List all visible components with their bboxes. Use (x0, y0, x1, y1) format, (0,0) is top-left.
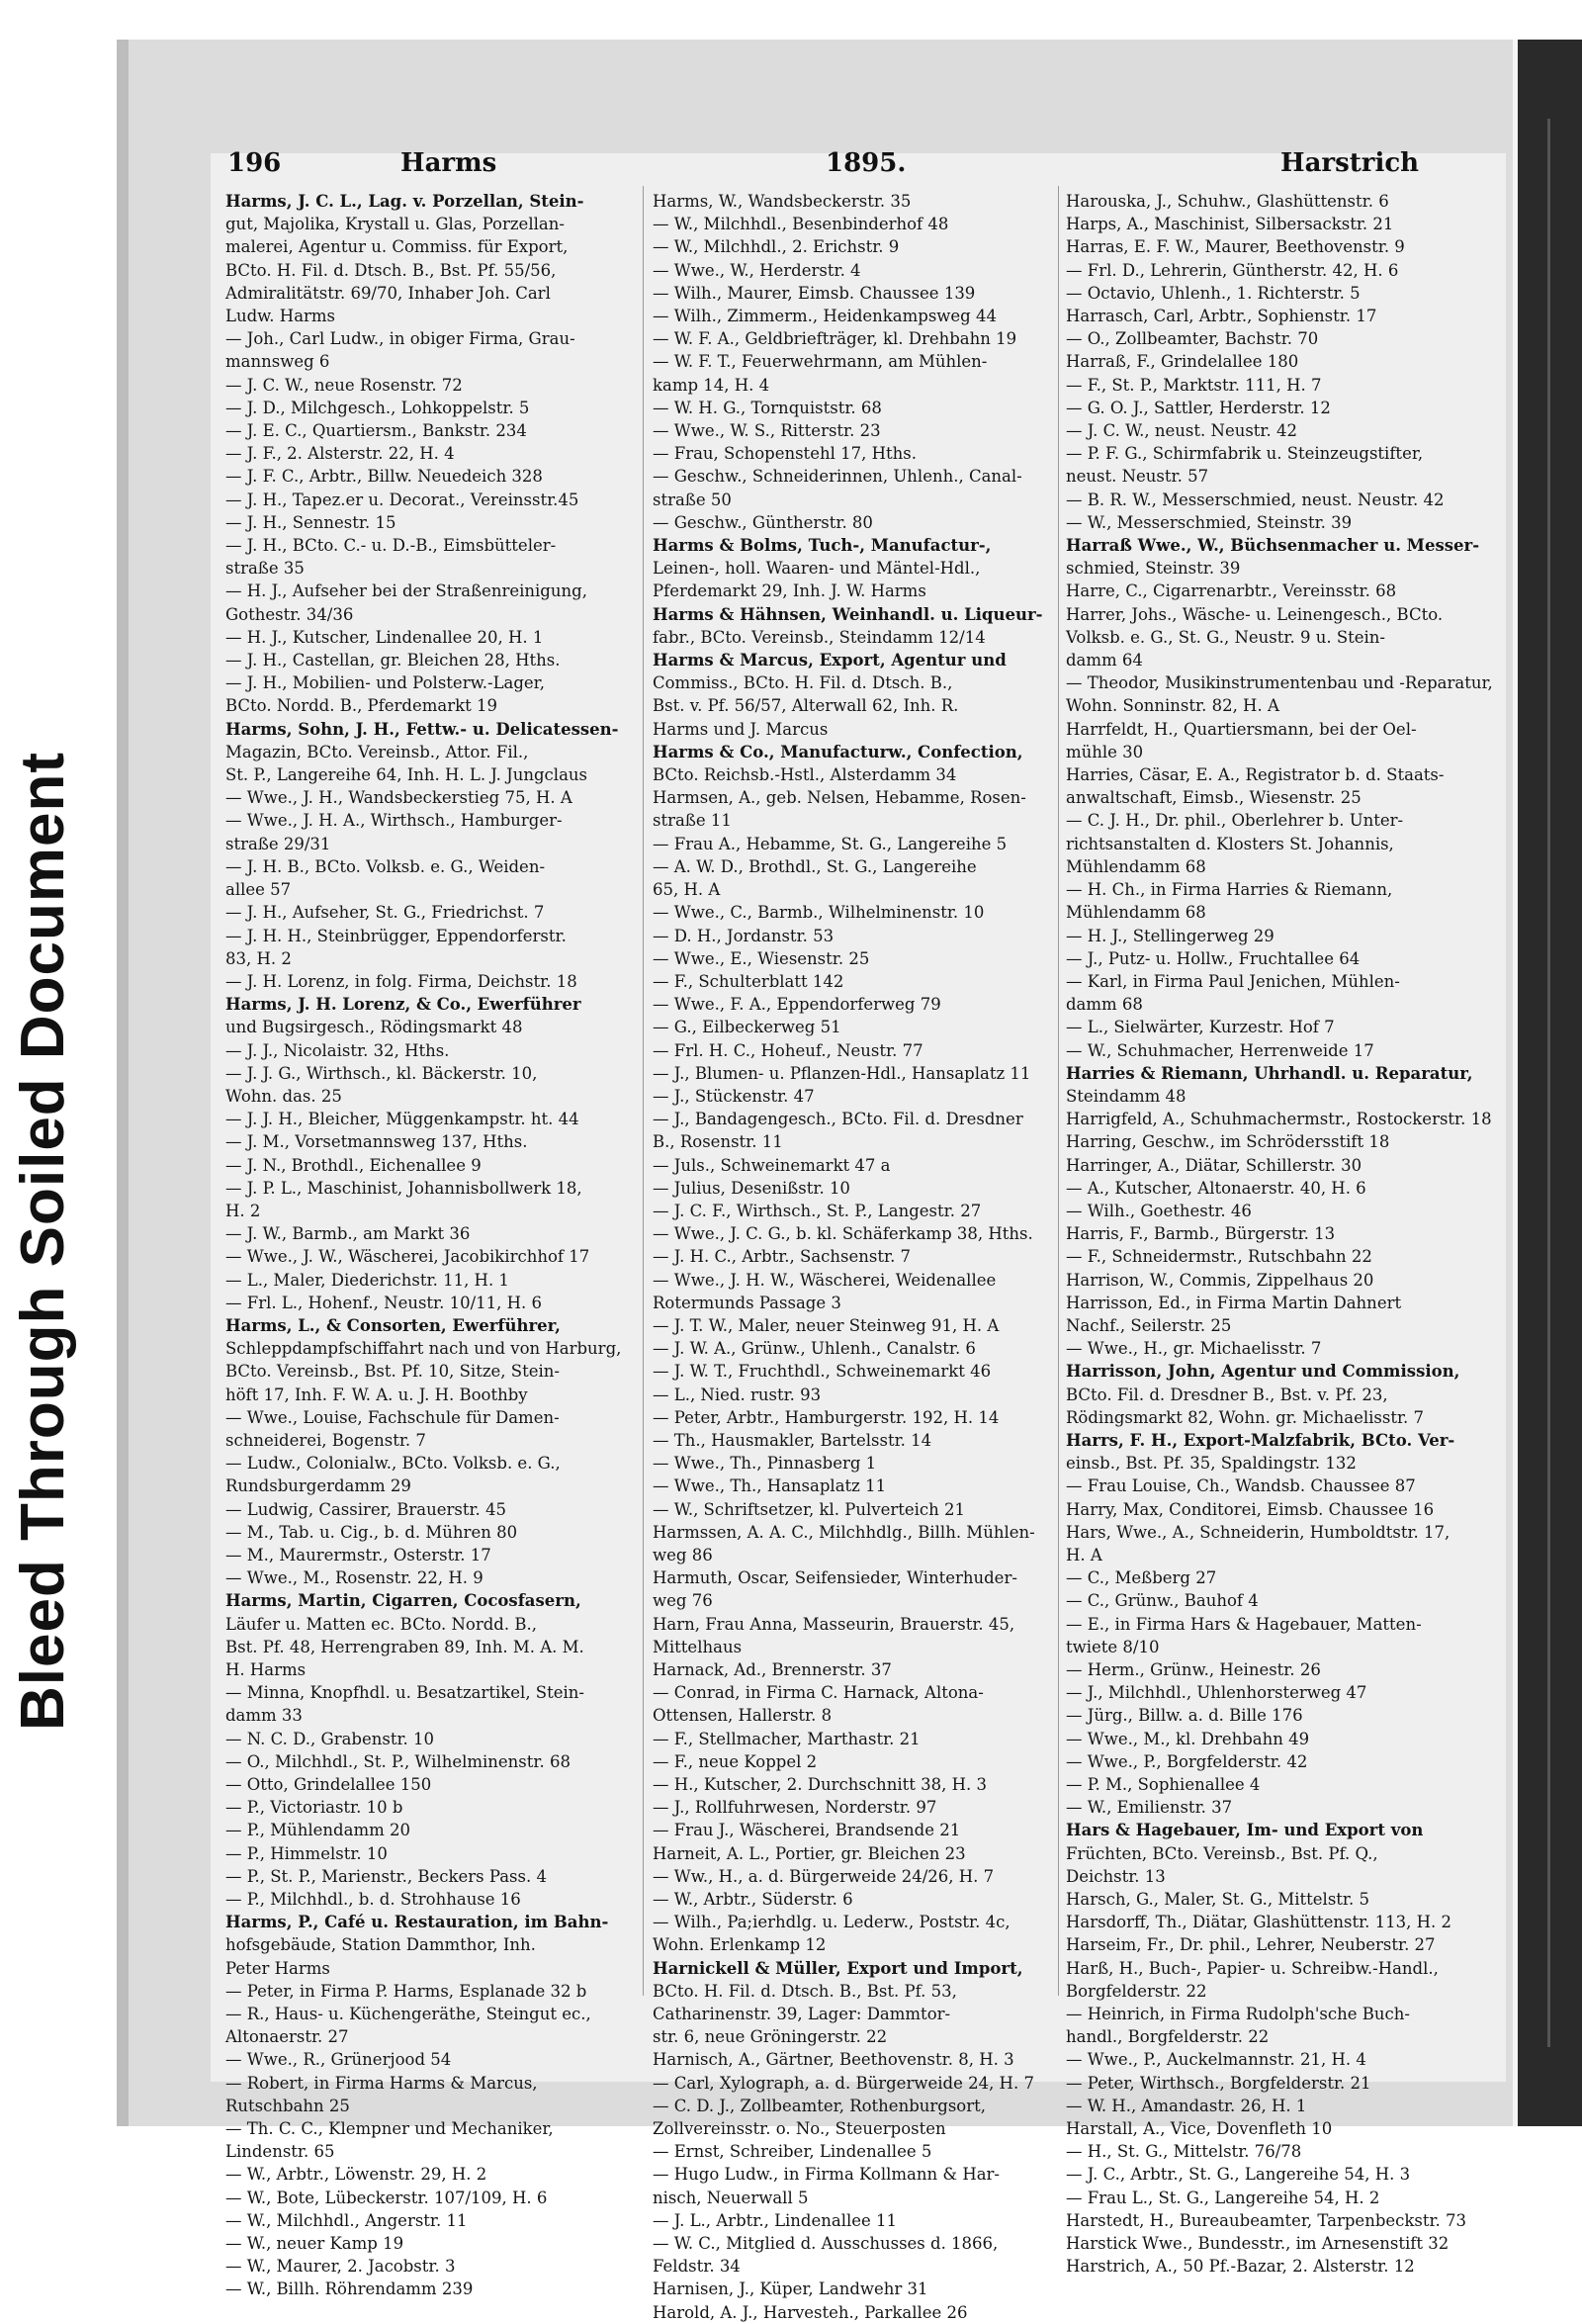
directory-entry: Früchten, BCto. Vereinsb., Bst. Pf. Q., (1066, 1843, 1378, 1863)
directory-entry: — J. C. W., neust. Neustr. 42 (1066, 421, 1297, 441)
directory-entry: — J. H., Mobilien- und Polsterw.-Lager, (225, 673, 546, 693)
directory-entry: — Hugo Ludw., in Firma Kollmann & Har- (653, 2165, 1001, 2185)
directory-entry: Harre, C., Cigarrenarbtr., Vereinsstr. 68 (1066, 581, 1397, 601)
directory-entry: — J. N., Brothdl., Eichenallee 9 (225, 1155, 482, 1175)
directory-entry: — P., Himmelstr. 10 (225, 1843, 388, 1863)
directory-entry: Harmuth, Oscar, Seifensieder, Winterhuder- (653, 1568, 1017, 1588)
directory-entry: — W. F. A., Geldbriefträger, kl. Drehbahn 19 (653, 329, 1017, 349)
year-heading: 1895. (826, 148, 907, 178)
directory-entry: Harms, Sohn, J. H., Fettw.- u. Delicatessen- (225, 719, 619, 739)
directory-entry: — F., St. P., Marktstr. 111, H. 7 (1066, 375, 1322, 395)
directory-entry: Harps, A., Maschinist, Silbersackstr. 21 (1066, 215, 1394, 234)
directory-entry: BCto. Vereinsb., Bst. Pf. 10, Sitze, Stein- (225, 1362, 560, 1382)
directory-entry: Harring, Geschw., im Schrödersstift 18 (1066, 1132, 1390, 1152)
directory-entry: — W., neuer Kamp 19 (225, 2234, 404, 2254)
directory-entry: Rundsburgerdamm 29 (225, 1476, 411, 1496)
directory-entry: straße 29/31 (225, 834, 331, 853)
directory-entry: — Robert, in Firma Harms & Marcus, (225, 2073, 538, 2093)
directory-entry: B., Rosenstr. 11 (653, 1132, 783, 1152)
directory-entry: Bst. v. Pf. 56/57, Alterwall 62, Inh. R. (653, 696, 959, 716)
directory-entry: — J. H., Tapez.er u. Decorat., Vereinsstr.45 (225, 490, 579, 509)
directory-entry: — J. W. A., Grünw., Uhlenh., Canalstr. 6 (653, 1339, 976, 1359)
directory-entry: Harms, Martin, Cigarren, Cocosfasern, (225, 1591, 581, 1611)
column-divider (643, 186, 644, 1996)
directory-entry: — J. H. Lorenz, in folg. Firma, Deichstr. 18 (225, 971, 577, 991)
directory-entry: Hars, Wwe., A., Schneiderin, Humboldtstr. 17, (1066, 1522, 1450, 1542)
directory-entry: — N. C. D., Grabenstr. 10 (225, 1729, 435, 1748)
directory-entry: — P. F. G., Schirmfabrik u. Steinzeugstifter, (1066, 444, 1424, 464)
directory-entry: Harnisen, J., Küper, Landwehr 31 (653, 2279, 928, 2299)
directory-entry: Mühlendamm 68 (1066, 856, 1206, 876)
left-catchword: Harms (400, 148, 497, 178)
directory-entry: — Theodor, Musikinstrumentenbau und -Reparatur, (1066, 673, 1493, 693)
directory-entry: — J., Putz- u. Hollw., Fruchtallee 64 (1066, 948, 1361, 968)
directory-entry: — J. C. F., Wirthsch., St. P., Langestr. 27 (653, 1201, 982, 1220)
directory-entry: Harnisch, A., Gärtner, Beethovenstr. 8, H. 3 (653, 2050, 1014, 2070)
directory-entry: 83, H. 2 (225, 948, 292, 968)
directory-entry: — C. D. J., Zollbeamter, Rothenburgsort, (653, 2096, 987, 2115)
directory-entry: Borgfelderstr. 22 (1066, 1981, 1207, 2001)
directory-entry: Harrigfeld, A., Schuhmachermstr., Rostockerstr. 18 (1066, 1110, 1492, 1129)
directory-entry: Pferdemarkt 29, Inh. J. W. Harms (653, 581, 926, 601)
page-shadow (117, 40, 129, 2126)
directory-entry: — J., Bandagengesch., BCto. Fil. d. Dresdner (653, 1110, 1023, 1129)
directory-entry: — Wwe., C., Barmb., Wilhelminenstr. 10 (653, 903, 985, 923)
directory-entry: Bst. Pf. 48, Herrengraben 89, Inh. M. A. M. (225, 1637, 584, 1656)
directory-entry: Mittelhaus (653, 1637, 743, 1656)
directory-entry: — Wilh., Maurer, Eimsb. Chaussee 139 (653, 283, 976, 303)
directory-entry: — Juls., Schweinemarkt 47 a (653, 1155, 891, 1175)
directory-entry: H. A (1066, 1545, 1102, 1564)
directory-entry: — J. D., Milchgesch., Lohkoppelstr. 5 (225, 398, 530, 417)
directory-entry: — Wwe., H., gr. Michaelisstr. 7 (1066, 1339, 1322, 1359)
directory-entry: — Joh., Carl Ludw., in obiger Firma, Grau- (225, 329, 575, 349)
directory-entry: — J. T. W., Maler, neuer Steinweg 91, H. A (653, 1315, 1000, 1335)
directory-entry: — W. H. G., Tornquiststr. 68 (653, 398, 882, 417)
directory-entry: — F., Schneidermstr., Rutschbahn 22 (1066, 1247, 1372, 1267)
directory-entry: — H. J., Aufseher bei der Straßenreinigung, (225, 581, 587, 601)
column-3 (1066, 190, 1493, 2277)
column-2 (653, 190, 1058, 2322)
directory-entry: BCto. H. Fil. d. Dtsch. B., Bst. Pf. 53, (653, 1981, 957, 2001)
directory-entry: — W., Maurer, 2. Jacobstr. 3 (225, 2257, 456, 2277)
directory-entry: — Geschw., Güntherstr. 80 (653, 512, 873, 532)
directory-entry: — W., Arbtr., Süderstr. 6 (653, 1890, 853, 1910)
directory-entry: Harn, Frau Anna, Masseurin, Brauerstr. 45, (653, 1614, 1015, 1634)
directory-entry: — Frl. L., Hohenf., Neustr. 10/11, H. 6 (225, 1293, 543, 1312)
directory-entry: höft 17, Inh. F. W. A. u. J. H. Boothby (225, 1385, 528, 1404)
directory-entry: anwaltschaft, Eimsb., Wiesenstr. 25 (1066, 788, 1362, 808)
directory-entry: — W., Milchhdl., Angerstr. 11 (225, 2210, 468, 2230)
directory-entry: — J., Stückenstr. 47 (653, 1086, 815, 1106)
directory-entry: — C., Grünw., Bauhof 4 (1066, 1591, 1259, 1611)
directory-entry: 65, H. A (653, 880, 721, 900)
directory-entry: Leinen-, holl. Waaren- und Mäntel-Hdl., (653, 559, 981, 579)
directory-entry: Harmsen, A., geb. Nelsen, Hebamme, Rosen- (653, 788, 1026, 808)
directory-entry: — J. C. W., neue Rosenstr. 72 (225, 375, 463, 395)
directory-entry: Harseim, Fr., Dr. phil., Lehrer, Neuberstr. 27 (1066, 1935, 1436, 1955)
directory-entry: — H. J., Kutscher, Lindenallee 20, H. 1 (225, 627, 544, 647)
directory-entry: Harrison, W., Commis, Zippelhaus 20 (1066, 1270, 1374, 1290)
directory-entry: Harnickell & Müller, Export und Import, (653, 1958, 1023, 1978)
directory-entry: Harraß, F., Grindelallee 180 (1066, 352, 1299, 372)
directory-entry: — Frau L., St. G., Langereihe 54, H. 2 (1066, 2188, 1380, 2207)
directory-entry: BCto. Fil. d. Dresdner B., Bst. v. Pf. 23, (1066, 1385, 1388, 1404)
directory-entry: Wohn. Sonninstr. 82, H. A (1066, 696, 1279, 716)
directory-entry: — W., Emilienstr. 37 (1066, 1798, 1233, 1818)
directory-entry: Harstedt, H., Bureaubeamter, Tarpenbeckstr. 73 (1066, 2210, 1467, 2230)
directory-entry: Rutschbahn 25 (225, 2096, 350, 2115)
directory-entry: — B. R. W., Messerschmied, neust. Neustr. 42 (1066, 490, 1445, 509)
directory-entry: schmied, Steinstr. 39 (1066, 559, 1241, 579)
directory-entry: Altonaerstr. 27 (225, 2027, 349, 2047)
directory-entry: allee 57 (225, 880, 292, 900)
directory-entry: — Geschw., Schneiderinnen, Uhlenh., Canal- (653, 467, 1022, 487)
page-header (227, 148, 1473, 188)
directory-entry: — Ernst, Schreiber, Lindenallee 5 (653, 2142, 932, 2162)
directory-entry: — L., Nied. rustr. 93 (653, 1385, 822, 1404)
directory-entry: — W., Bote, Lübeckerstr. 107/109, H. 6 (225, 2188, 548, 2207)
directory-entry: — Ludw., Colonialw., BCto. Volksb. e. G., (225, 1454, 561, 1474)
directory-entry: Catharinenstr. 39, Lager: Dammtor- (653, 2005, 951, 2024)
directory-entry: und Bugsirgesch., Rödingsmarkt 48 (225, 1018, 523, 1037)
directory-entry: kamp 14, H. 4 (653, 375, 770, 395)
directory-entry: Harrisson, Ed., in Firma Martin Dahnert (1066, 1293, 1402, 1312)
directory-entry: damm 64 (1066, 651, 1143, 670)
directory-entry: — A., Kutscher, Altonaerstr. 40, H. 6 (1066, 1178, 1366, 1198)
directory-entry: Harstick Wwe., Bundesstr., im Arnesenstift 32 (1066, 2234, 1450, 2254)
directory-entry: Steindamm 48 (1066, 1086, 1186, 1106)
directory-entry: — M., Tab. u. Cig., b. d. Mühren 80 (225, 1522, 518, 1542)
directory-entry: — J., Blumen- u. Pflanzen-Hdl., Hansaplatz 11 (653, 1063, 1031, 1083)
directory-entry: Ludw. Harms (225, 307, 336, 326)
directory-entry: — J. E. C., Quartiersm., Bankstr. 234 (225, 421, 527, 441)
directory-entry: — J. H. C., Arbtr., Sachsenstr. 7 (653, 1247, 912, 1267)
directory-entry: damm 68 (1066, 995, 1143, 1015)
directory-entry: gut, Majolika, Krystall u. Glas, Porzellan- (225, 215, 565, 234)
directory-entry: — Wilh., Goethestr. 46 (1066, 1201, 1252, 1220)
directory-entry: Ottensen, Hallerstr. 8 (653, 1706, 833, 1726)
directory-entry: — F., Schulterblatt 142 (653, 971, 844, 991)
directory-entry: straße 35 (225, 559, 305, 579)
directory-entry: Commiss., BCto. H. Fil. d. Dtsch. B., (653, 673, 953, 693)
directory-entry: — Minna, Knopfhdl. u. Besatzartikel, Stein- (225, 1683, 584, 1703)
column-1 (225, 190, 631, 2299)
directory-entry: — Wwe., E., Wiesenstr. 25 (653, 948, 870, 968)
directory-entry: einsb., Bst. Pf. 35, Spaldingstr. 132 (1066, 1454, 1357, 1474)
directory-entry: — Wwe., J. H., Wandsbeckerstieg 75, H. A (225, 788, 572, 808)
directory-entry: H. 2 (225, 1201, 261, 1220)
column-divider (1058, 186, 1059, 1996)
directory-entry: Harsdorff, Th., Diätar, Glashüttenstr. 113, H. 2 (1066, 1913, 1452, 1932)
directory-entry: Läufer u. Matten ec. BCto. Nordd. B., (225, 1614, 537, 1634)
directory-entry: — W. F. T., Feuerwehrmann, am Mühlen- (653, 352, 988, 372)
directory-entry: Gothestr. 34/36 (225, 604, 354, 624)
directory-entry: — Wwe., Louise, Fachschule für Damen- (225, 1407, 560, 1427)
directory-entry: Harrer, Johs., Wäsche- u. Leinengesch., BCto. (1066, 604, 1444, 624)
directory-entry: Schleppdampfschiffahrt nach und von Harburg, (225, 1339, 622, 1359)
directory-entry: — J. W. T., Fruchthdl., Schweinemarkt 46 (653, 1362, 992, 1382)
directory-entry: Mühlendamm 68 (1066, 903, 1206, 923)
directory-entry: — W., Schuhmacher, Herrenweide 17 (1066, 1040, 1374, 1060)
directory-entry: — Wilh., Pa;ierhdlg. u. Lederw., Poststr. 4c, (653, 1913, 1011, 1932)
directory-entry: Admiralitätstr. 69/70, Inhaber Joh. Carl (225, 283, 551, 303)
directory-entry: — F., Stellmacher, Marthastr. 21 (653, 1729, 921, 1748)
directory-entry: — Wwe., F. A., Eppendorferweg 79 (653, 995, 941, 1015)
directory-entry: Harrfeldt, H., Quartiersmann, bei der Oel- (1066, 719, 1417, 739)
directory-entry: — L., Maler, Diederichstr. 11, H. 1 (225, 1270, 509, 1290)
directory-entry: — Wwe., J. W., Wäscherei, Jacobikirchhof 17 (225, 1247, 590, 1267)
directory-entry: Feldstr. 34 (653, 2257, 741, 2277)
directory-entry: H. Harms (225, 1660, 307, 1679)
directory-entry: Lindenstr. 65 (225, 2142, 335, 2162)
directory-entry: — R., Haus- u. Küchengeräthe, Steingut ec., (225, 2005, 591, 2024)
directory-entry: Harms, W., Wandsbeckerstr. 35 (653, 192, 912, 211)
directory-entry: Hars & Hagebauer, Im- und Export von (1066, 1821, 1424, 1840)
directory-entry: — J. H., BCto. C.- u. D.-B., Eimsbütteler- (225, 536, 557, 556)
directory-entry: handl., Borgfelderstr. 22 (1066, 2027, 1270, 2047)
directory-entry: Zollvereinsstr. o. No., Steuerposten (653, 2119, 946, 2139)
directory-entry: — Ludwig, Cassirer, Brauerstr. 45 (225, 1499, 507, 1519)
directory-entry: Harouska, J., Schuhw., Glashüttenstr. 6 (1066, 192, 1389, 211)
directory-entry: Magazin, BCto. Vereinsb., Attor. Fil., (225, 742, 529, 761)
directory-entry: St. P., Langereihe 64, Inh. H. L. J. Jungclaus (225, 765, 588, 785)
directory-entry: Harringer, A., Diätar, Schillerstr. 30 (1066, 1155, 1362, 1175)
directory-entry: Harms, J. H. Lorenz, & Co., Ewerführer (225, 995, 581, 1015)
directory-entry: — J. J., Nicolaistr. 32, Hths. (225, 1040, 450, 1060)
directory-entry: Harrs, F. H., Export-Malzfabrik, BCto. Ver- (1066, 1430, 1455, 1450)
directory-entry: Harries, Cäsar, E. A., Registrator b. d. Staats- (1066, 765, 1445, 785)
directory-entry: Volksb. e. G., St. G., Neustr. 9 u. Stein- (1066, 627, 1385, 647)
directory-entry: schneiderei, Bogenstr. 7 (225, 1430, 426, 1450)
directory-entry: — Wilh., Zimmerm., Heidenkampsweg 44 (653, 307, 997, 326)
directory-entry: — J. C., Arbtr., St. G., Langereihe 54, H. 3 (1066, 2165, 1411, 2185)
directory-entry: — P. M., Sophienallee 4 (1066, 1775, 1261, 1795)
directory-entry: — G. O. J., Sattler, Herderstr. 12 (1066, 398, 1331, 417)
directory-entry: — Jürg., Billw. a. d. Bille 176 (1066, 1706, 1303, 1726)
directory-entry: Harraß Wwe., W., Büchsenmacher u. Messer- (1066, 536, 1480, 556)
directory-entry: Harsch, G., Maler, St. G., Mittelstr. 5 (1066, 1890, 1369, 1910)
directory-entry: — Otto, Grindelallee 150 (225, 1775, 432, 1795)
directory-entry: — G., Eilbeckerweg 51 (653, 1018, 841, 1037)
directory-entry: — Wwe., M., kl. Drehbahn 49 (1066, 1729, 1310, 1748)
directory-entry: Deichstr. 13 (1066, 1866, 1166, 1886)
directory-entry: — P., Mühlendamm 20 (225, 1821, 410, 1840)
directory-entry: Wohn. das. 25 (225, 1086, 342, 1106)
directory-entry: weg 76 (653, 1591, 713, 1611)
directory-entry: — E., in Firma Hars & Hagebauer, Matten- (1066, 1614, 1422, 1634)
directory-entry: — J. H. B., BCto. Volksb. e. G., Weiden- (225, 856, 546, 876)
directory-entry: Harß, H., Buch-, Papier- u. Schreibw.-Handl., (1066, 1958, 1439, 1978)
directory-entry: Harms & Marcus, Export, Agentur und (653, 651, 1007, 670)
directory-entry: — J. L., Arbtr., Lindenallee 11 (653, 2210, 898, 2230)
directory-entry: — L., Sielwärter, Kurzestr. Hof 7 (1066, 1018, 1335, 1037)
directory-entry: — J. W., Barmb., am Markt 36 (225, 1224, 471, 1244)
directory-entry: Wohn. Erlenkamp 12 (653, 1935, 827, 1955)
directory-entry: — P., Milchhdl., b. d. Strohhause 16 (225, 1890, 521, 1910)
directory-entry: — H., Kutscher, 2. Durchschnitt 38, H. 3 (653, 1775, 987, 1795)
directory-entry: neust. Neustr. 57 (1066, 467, 1209, 487)
directory-entry: — Peter, Wirthsch., Borgfelderstr. 21 (1066, 2073, 1371, 2093)
directory-entry: twiete 8/10 (1066, 1637, 1160, 1656)
directory-entry: Harms, P., Café u. Restauration, im Bahn- (225, 1913, 609, 1932)
directory-entry: — Frau Louise, Ch., Wandsb. Chaussee 87 (1066, 1476, 1416, 1496)
directory-entry: — Wwe., M., Rosenstr. 22, H. 9 (225, 1568, 483, 1588)
directory-entry: — P., St. P., Marienstr., Beckers Pass. 4 (225, 1866, 547, 1886)
directory-entry: — J. P. L., Maschinist, Johannisbollwerk 18, (225, 1178, 582, 1198)
directory-entry: — F., neue Koppel 2 (653, 1751, 818, 1771)
directory-entry: — Peter, Arbtr., Hamburgerstr. 192, H. 14 (653, 1407, 1000, 1427)
directory-entry: BCto. Nordd. B., Pferdemarkt 19 (225, 696, 497, 716)
directory-entry: Harms & Hähnsen, Weinhandl. u. Liqueur- (653, 604, 1043, 624)
directory-entry: — J. F. C., Arbtr., Billw. Neuedeich 328 (225, 467, 543, 487)
directory-entry: — W. H., Amandastr. 26, H. 1 (1066, 2096, 1307, 2115)
directory-entry: — O., Zollbeamter, Bachstr. 70 (1066, 329, 1319, 349)
directory-entry: straße 11 (653, 811, 732, 831)
directory-entry: — H., St. G., Mittelstr. 76/78 (1066, 2142, 1302, 2162)
directory-entry: richtsanstalten d. Klosters St. Johannis, (1066, 834, 1394, 853)
directory-entry: — Wwe., P., Auckelmannstr. 21, H. 4 (1066, 2050, 1366, 2070)
directory-entry: — Conrad, in Firma C. Harnack, Altona- (653, 1683, 984, 1703)
directory-entry: — J. H., Sennestr. 15 (225, 512, 396, 532)
directory-entry: Harneit, A. L., Portier, gr. Bleichen 23 (653, 1843, 966, 1863)
directory-entry: — W., Messerschmied, Steinstr. 39 (1066, 512, 1353, 532)
directory-entry: — Wwe., J. H. A., Wirthsch., Hamburger- (225, 811, 563, 831)
directory-entry: Harras, E. F. W., Maurer, Beethovenstr. 9 (1066, 237, 1405, 257)
directory-entry: Nachf., Seilerstr. 25 (1066, 1315, 1232, 1335)
directory-entry: Harnack, Ad., Brennerstr. 37 (653, 1660, 892, 1679)
directory-entry: damm 33 (225, 1706, 303, 1726)
directory-entry: — J. J. H., Bleicher, Müggenkampstr. ht. 44 (225, 1110, 579, 1129)
scan-notice-text: Bleed Through Soiled Document (9, 751, 77, 1731)
directory-entry: Harstall, A., Vice, Dovenfleth 10 (1066, 2119, 1333, 2139)
directory-entry: str. 6, neue Gröningerstr. 22 (653, 2027, 888, 2047)
directory-entry: — Heinrich, in Firma Rudolph'sche Buch- (1066, 2005, 1410, 2024)
directory-entry: — Wwe., J. C. G., b. kl. Schäferkamp 38, Hths. (653, 1224, 1033, 1244)
directory-entry: — Frau A., Hebamme, St. G., Langereihe 5 (653, 834, 1008, 853)
directory-entry: Harrasch, Carl, Arbtr., Sophienstr. 17 (1066, 307, 1377, 326)
facing-page-edge (1513, 40, 1582, 2126)
directory-entry: Harris, F., Barmb., Bürgerstr. 13 (1066, 1224, 1336, 1244)
directory-entry: — C., Meßberg 27 (1066, 1568, 1217, 1588)
directory-entry: — W., Arbtr., Löwenstr. 29, H. 2 (225, 2165, 487, 2185)
directory-entry: Harms & Co., Manufacturw., Confection, (653, 742, 1023, 761)
directory-entry: — P., Victoriastr. 10 b (225, 1798, 403, 1818)
directory-entry: — J. H., Aufseher, St. G., Friedrichst. 7 (225, 903, 545, 923)
directory-entry: — Frau, Schopenstehl 17, Hths. (653, 444, 917, 464)
directory-entry: BCto. H. Fil. d. Dtsch. B., Bst. Pf. 55/56, (225, 260, 557, 280)
directory-entry: — Frl. H. C., Hoheuf., Neustr. 77 (653, 1040, 923, 1060)
directory-entry: — J. M., Vorsetmannsweg 137, Hths. (225, 1132, 528, 1152)
directory-entry: mühle 30 (1066, 742, 1144, 761)
directory-entry: — H. Ch., in Firma Harries & Riemann, (1066, 880, 1393, 900)
directory-entry: Harstrich, A., 50 Pf.-Bazar, 2. Alsterstr. 12 (1066, 2257, 1415, 2277)
facing-page-rule (1547, 119, 1550, 2047)
directory-entry: — Octavio, Uhlenh., 1. Richterstr. 5 (1066, 283, 1361, 303)
right-catchword: Harstrich (1280, 148, 1420, 178)
directory-entry: — Th., Hausmakler, Bartelsstr. 14 (653, 1430, 932, 1450)
directory-entry: malerei, Agentur u. Commiss. für Export, (225, 237, 569, 257)
directory-entry: — W., Milchhdl., Besenbinderhof 48 (653, 215, 949, 234)
directory-entry: — J. H. H., Steinbrügger, Eppendorferstr. (225, 926, 567, 945)
directory-entry: BCto. Reichsb.-Hstl., Alsterdamm 34 (653, 765, 957, 785)
directory-entry: Harries & Riemann, Uhrhandl. u. Reparatur, (1066, 1063, 1473, 1083)
directory-entry: straße 50 (653, 490, 732, 509)
directory-entry: hofsgebäude, Station Dammthor, Inh. (225, 1935, 536, 1955)
directory-entry: — Karl, in Firma Paul Jenichen, Mühlen- (1066, 971, 1400, 991)
directory-entry: fabr., BCto. Vereinsb., Steindamm 12/14 (653, 627, 986, 647)
directory-entry: — Carl, Xylograph, a. d. Bürgerweide 24, H. 7 (653, 2073, 1034, 2093)
directory-entry: nisch, Neuerwall 5 (653, 2188, 809, 2207)
directory-entry: — Wwe., Th., Pinnasberg 1 (653, 1454, 877, 1474)
directory-entry: — D. H., Jordanstr. 53 (653, 926, 835, 945)
directory-entry: Harms, L., & Consorten, Ewerführer, (225, 1315, 561, 1335)
directory-entry: — J. J. G., Wirthsch., kl. Bäckerstr. 10, (225, 1063, 538, 1083)
directory-entry: Peter Harms (225, 1958, 330, 1978)
directory-entry: — W. C., Mitglied d. Ausschusses d. 1866, (653, 2234, 999, 2254)
page-number: 196 (227, 148, 282, 178)
directory-entry: — M., Maurermstr., Osterstr. 17 (225, 1545, 491, 1564)
directory-entry: — Th. C. C., Klempner und Mechaniker, (225, 2119, 554, 2139)
directory-entry: — Ww., H., a. d. Bürgerweide 24/26, H. 7 (653, 1866, 995, 1886)
directory-entry: Harold, A. J., Harvesteh., Parkallee 26 (653, 2302, 968, 2322)
directory-entry: — Frl. D., Lehrerin, Güntherstr. 42, H. 6 (1066, 260, 1399, 280)
directory-entry: — H. J., Stellingerweg 29 (1066, 926, 1274, 945)
directory-entry: — J., Rollfuhrwesen, Norderstr. 97 (653, 1798, 937, 1818)
directory-entry: — J. H., Castellan, gr. Bleichen 28, Hths. (225, 651, 561, 670)
directory-entry: — Wwe., W., Herderstr. 4 (653, 260, 861, 280)
directory-entry: — W., Billh. Röhrendamm 239 (225, 2279, 474, 2299)
directory-entry: — Frau J., Wäscherei, Brandsende 21 (653, 1821, 961, 1840)
directory-entry: Harry, Max, Conditorei, Eimsb. Chaussee 16 (1066, 1499, 1435, 1519)
directory-entry: — C. J. H., Dr. phil., Oberlehrer b. Unter- (1066, 811, 1404, 831)
directory-entry: — Wwe., J. H. W., Wäscherei, Weidenallee (653, 1270, 997, 1290)
directory-entry: — A. W. D., Brothdl., St. G., Langereihe (653, 856, 977, 876)
directory-entry: — J. F., 2. Alsterstr. 22, H. 4 (225, 444, 455, 464)
directory-entry: Harms & Bolms, Tuch-, Manufactur-, (653, 536, 992, 556)
directory-entry: Harms und J. Marcus (653, 719, 829, 739)
directory-entry: — Wwe., W. S., Ritterstr. 23 (653, 421, 881, 441)
directory-entry: — W., Schriftsetzer, kl. Pulverteich 21 (653, 1499, 966, 1519)
directory-entry: — Wwe., P., Borgfelderstr. 42 (1066, 1751, 1308, 1771)
directory-entry: — Wwe., R., Grünerjood 54 (225, 2050, 452, 2070)
directory-entry: Harmssen, A. A. C., Milchhdlg., Billh. Mühlen- (653, 1522, 1035, 1542)
directory-entry: weg 86 (653, 1545, 713, 1564)
directory-entry: — O., Milchhdl., St. P., Wilhelminenstr. 68 (225, 1751, 571, 1771)
directory-entry: — J., Milchhdl., Uhlenhorsterweg 47 (1066, 1683, 1367, 1703)
directory-entry: Harrisson, John, Agentur und Commission, (1066, 1362, 1460, 1382)
directory-entry: — Wwe., Th., Hansaplatz 11 (653, 1476, 887, 1496)
directory-entry: — Peter, in Firma P. Harms, Esplanade 32 b (225, 1981, 587, 2001)
directory-entry: Harms, J. C. L., Lag. v. Porzellan, Stein- (225, 192, 584, 211)
directory-entry: mannsweg 6 (225, 352, 330, 372)
directory-entry: — W., Milchhdl., 2. Erichstr. 9 (653, 237, 900, 257)
directory-entry: Rotermunds Passage 3 (653, 1293, 841, 1312)
directory-entry: — Herm., Grünw., Heinestr. 26 (1066, 1660, 1321, 1679)
scan-notice-stamp (0, 0, 117, 2153)
directory-entry: — Julius, Desenißstr. 10 (653, 1178, 850, 1198)
directory-entry: Rödingsmarkt 82, Wohn. gr. Michaelisstr. 7 (1066, 1407, 1425, 1427)
